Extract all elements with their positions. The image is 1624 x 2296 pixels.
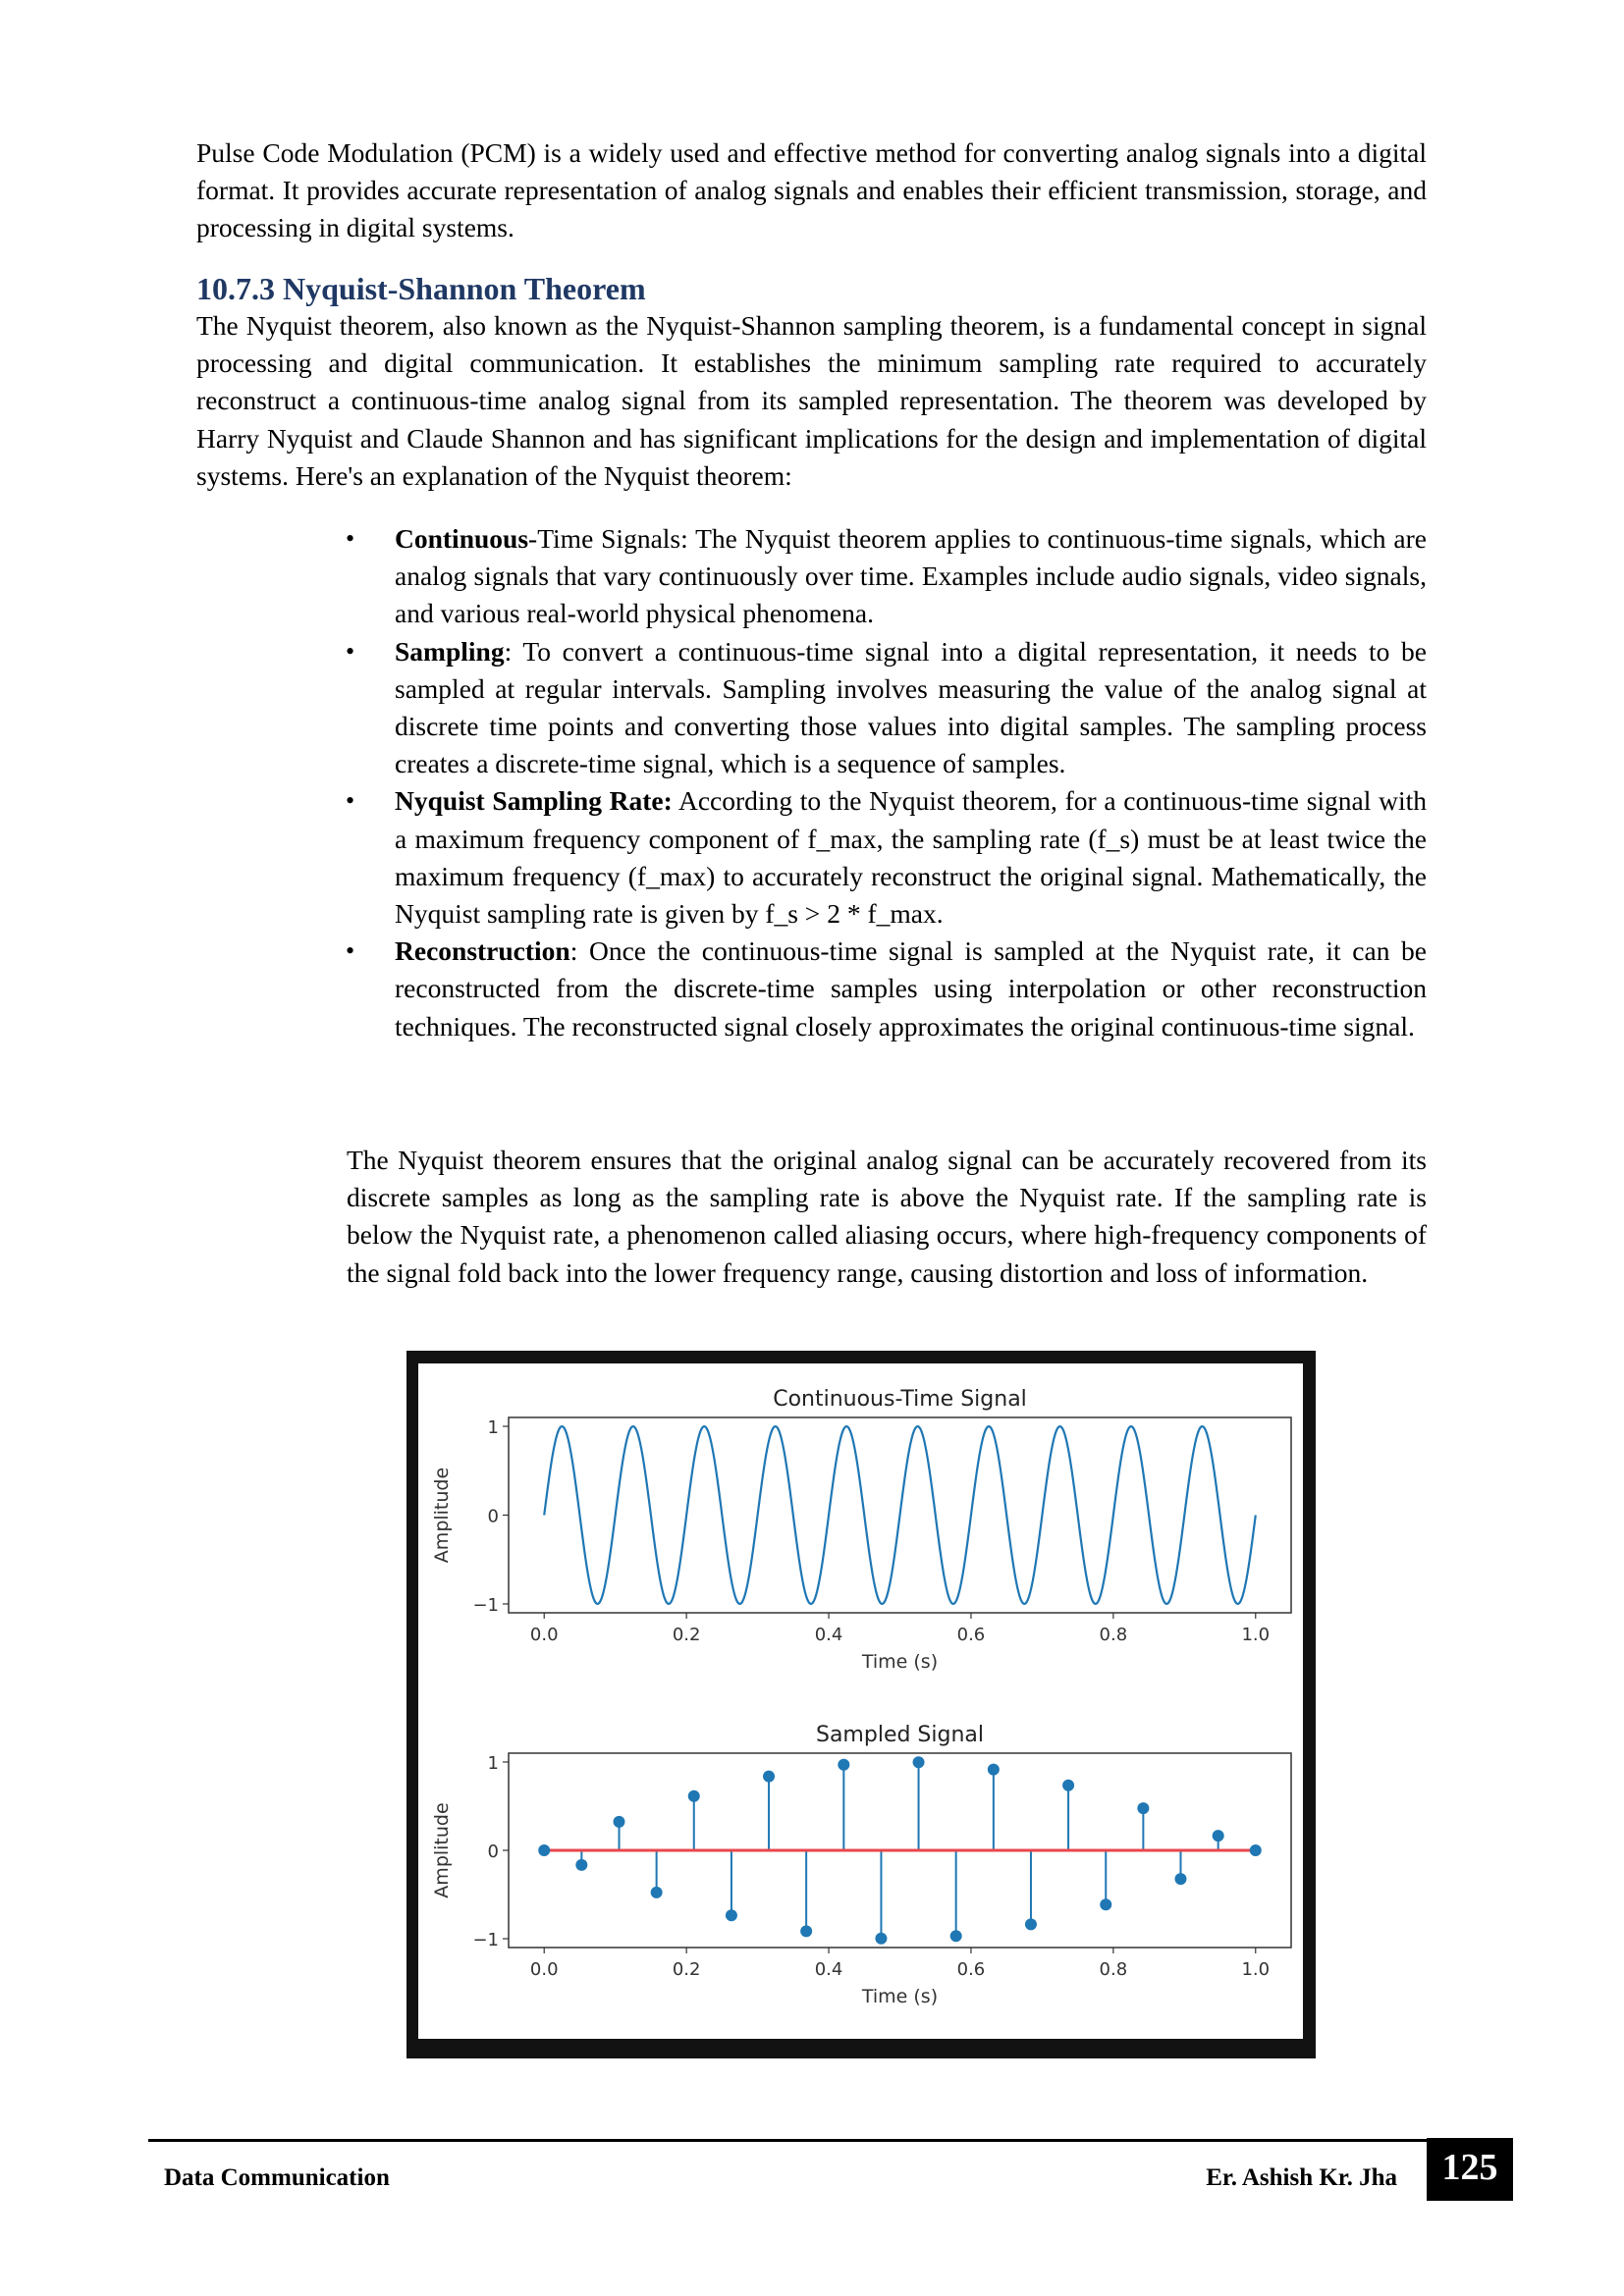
x-tick-label: 0.6 (956, 1959, 986, 1980)
stem-marker (1137, 1802, 1149, 1814)
figure-canvas (418, 1363, 1303, 2039)
page-number: 125 (1427, 2138, 1513, 2201)
stem-marker (1062, 1780, 1074, 1791)
bullet-item-continuous (346, 520, 1427, 633)
x-tick-label: 1.0 (1241, 1959, 1271, 1980)
stem-marker (651, 1887, 663, 1898)
bullet-item-nyquist-rate (346, 782, 1427, 933)
stem-marker (1213, 1830, 1224, 1842)
stem-marker (688, 1790, 700, 1802)
x-tick-label: 0.6 (956, 1625, 986, 1645)
stem-marker (763, 1771, 775, 1783)
x-tick-label: 1.0 (1241, 1625, 1271, 1645)
intro-paragraph: Pulse Code Modulation (PCM) is a widely used and effective method for converting analog signals into a digital format. It provides accurate representation of analog signals and enables their efficient transmission, storage, and processing in digital systems. (196, 137, 1427, 243)
signal-line (544, 1426, 1256, 1604)
bullet-term: Nyquist Sampling Rate: (395, 785, 673, 817)
chart-title: Sampled Signal (815, 1723, 985, 1747)
bullet-text: : Once the continuous-time signal is sampled at the Nyquist rate, it can be reconstructed from the discrete-time samples using interpolation or other reconstruction techniques. The reconstructed signal closely approximates the original continuous-time signal. (395, 935, 1427, 1041)
stem-marker (538, 1844, 550, 1856)
x-axis-label: Time (s) (861, 1651, 939, 1673)
x-tick-label: 0.2 (672, 1959, 701, 1980)
stem-marker (1250, 1844, 1262, 1856)
x-axis-label: Time (s) (861, 1986, 939, 2007)
x-tick-label: 0.8 (1099, 1959, 1128, 1980)
x-tick-label: 0.0 (529, 1959, 559, 1980)
bullet-list (346, 520, 1427, 1045)
x-tick-label: 0.0 (529, 1625, 559, 1645)
stem-marker (913, 1756, 925, 1768)
bullet-term: Continuous (395, 523, 529, 554)
stem-marker (875, 1933, 887, 1945)
bullet-item-sampling (346, 633, 1427, 783)
y-tick-label: 1 (487, 1753, 499, 1774)
x-tick-label: 0.4 (814, 1959, 843, 1980)
chart-title: Continuous-Time Signal (773, 1387, 1027, 1412)
y-tick-label: −1 (472, 1930, 499, 1950)
bullet-icon: • (346, 936, 355, 966)
bullet-text: According to the Nyquist theorem, for a continuous-time signal with a maximum frequency component of f_max, the sampling rate (f_s) must be at least twice the maximum frequency (f_max) to accurately reconstruct the original signal. Mathematically, the Nyquist sampling rate is given by f_s > 2 * f_max. (395, 785, 1427, 930)
bullet-icon: • (346, 524, 355, 553)
y-axis-label: Amplitude (431, 1467, 453, 1564)
footer-divider (148, 2139, 1427, 2142)
bullet-text: -Time Signals: The Nyquist theorem applies to continuous-time signals, which are analog signals that vary continuously over time. Examples include audio signals, video signals, and various real-world physical phenomena. (395, 523, 1427, 629)
x-tick-label: 0.2 (672, 1625, 701, 1645)
x-tick-label: 0.4 (814, 1625, 843, 1645)
stem-marker (988, 1764, 1000, 1776)
signal-figure (406, 1351, 1316, 2058)
stem-marker (800, 1925, 812, 1937)
bullet-term: Reconstruction (395, 935, 570, 967)
stem-marker (1100, 1898, 1111, 1910)
y-tick-label: 1 (487, 1417, 499, 1439)
stem-marker (575, 1859, 587, 1871)
bullet-icon: • (346, 786, 355, 816)
x-tick-label: 0.8 (1099, 1625, 1128, 1645)
closing-paragraph: The Nyquist theorem ensures that the original analog signal can be accurately recovered from its discrete samples as long as the sampling rate is above the Nyquist rate. If the sampling rate is below the Nyquist rate, a phenomenon called aliasing occurs, where high-frequency components of the signal fold back into the lower frequency range, causing distortion and loss of information. (347, 1145, 1427, 1288)
y-axis-label: Amplitude (431, 1802, 453, 1898)
bullet-term: Sampling (395, 635, 505, 667)
bullet-item-reconstruction (346, 933, 1427, 1045)
stem-marker (726, 1909, 737, 1921)
footer-author: Er. Ashish Kr. Jha (1206, 2164, 1397, 2191)
y-tick-label: 0 (487, 1842, 499, 1862)
stem-marker (950, 1930, 962, 1942)
y-tick-label: 0 (487, 1506, 499, 1527)
section-intro-paragraph: The Nyquist theorem, also known as the Nyquist-Shannon sampling theorem, is a fundamental concept in signal processing and digital communication. It establishes the minimum sampling rate required to accurately reconstruct a continuous-time analog signal from its sampled representation. The theorem was developed by Harry Nyquist and Claude Shannon and has significant implications for the design and implementation of digital systems. Here's an explanation of the Nyquist theorem: (196, 310, 1427, 491)
stem-marker (1025, 1918, 1037, 1930)
stem-marker (838, 1759, 849, 1771)
stem-marker (614, 1816, 625, 1828)
signal-plots (418, 1363, 1303, 2039)
y-tick-label: −1 (472, 1594, 499, 1616)
bullet-text: : To convert a continuous-time signal into a digital representation, it needs to be sampled at regular intervals. Sampling involves measuring the value of the analog signal at discrete time points and converting those values into digital samples. The sampling process creates a discrete-time signal, which is a sequence of samples. (395, 635, 1427, 779)
section-heading: 10.7.3 Nyquist-Shannon Theorem (196, 271, 646, 306)
stem-marker (1174, 1873, 1186, 1885)
footer-book-title: Data Communication (164, 2164, 390, 2191)
bullet-icon: • (346, 636, 355, 666)
